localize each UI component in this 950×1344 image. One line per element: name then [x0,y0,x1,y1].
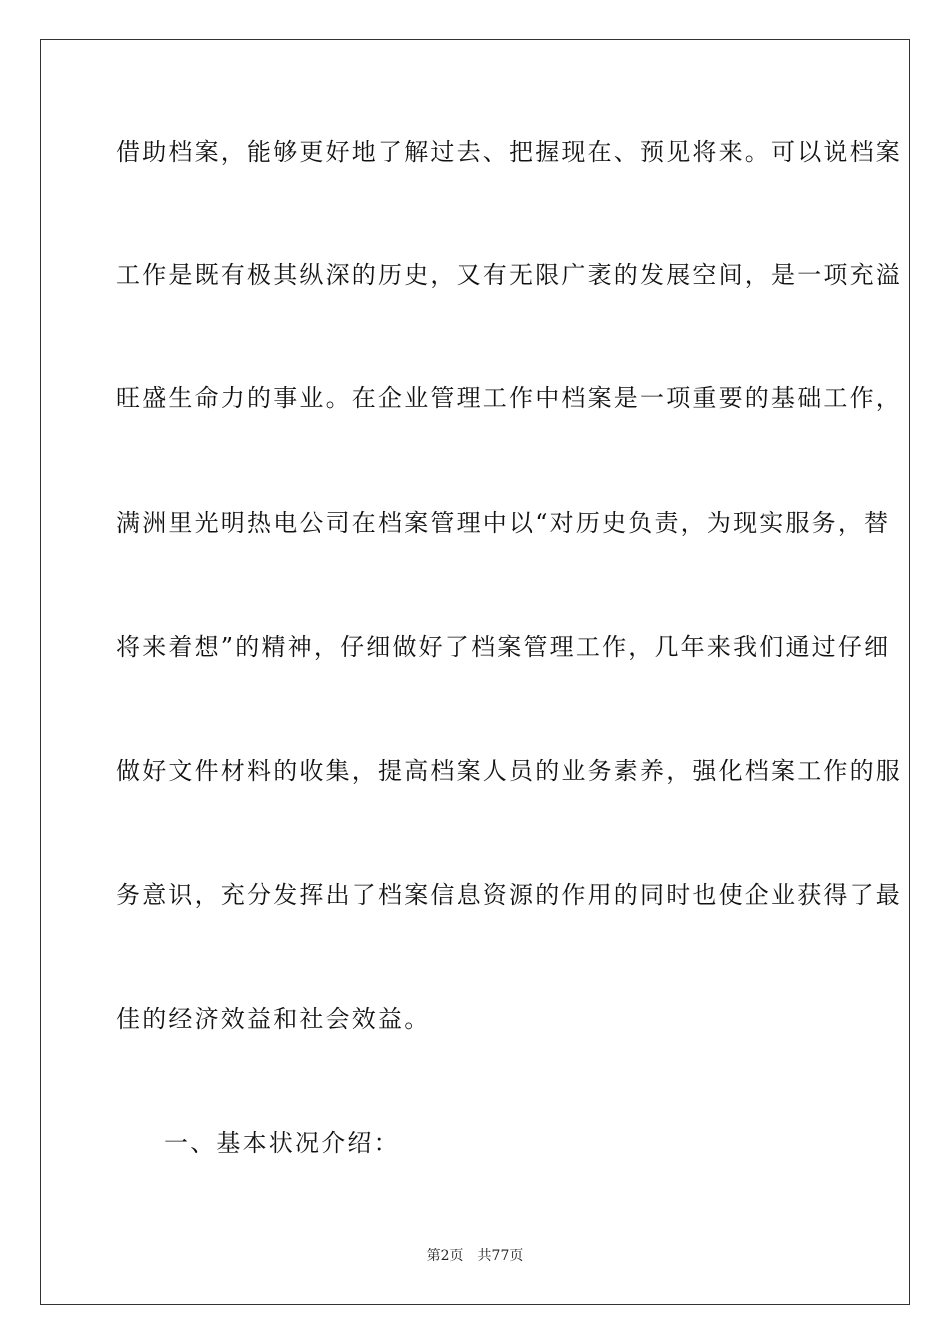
paragraph-line-5: 将来着想”的精神，仔细做好了档案管理工作，几年来我们通过仔细 [116,633,891,661]
paragraph-line-7: 务意识，充分发挥出了档案信息资源的作用的同时也使企业获得了最 [116,881,902,909]
page-number: 第2页 [426,1248,464,1264]
page-border [40,39,910,1305]
paragraph-line-6: 做好文件材料的收集，提高档案人员的业务素养，强化档案工作的服 [116,757,902,785]
paragraph-line-3: 旺盛生命力的事业。在企业管理工作中档案是一项重要的基础工作， [116,384,902,412]
paragraph-line-4: 满洲里光明热电公司在档案管理中以“对历史负责，为现实服务，替 [116,509,891,537]
paragraph-line-8: 佳的经济效益和社会效益。 [116,1005,431,1033]
total-pages: 共77页 [477,1248,524,1264]
page-footer [0,1247,950,1265]
paragraph-line-2: 工作是既有极其纵深的历史，又有无限广袤的发展空间，是一项充溢 [116,261,902,289]
section-heading: 一、基本状况介绍： [164,1129,400,1157]
paragraph-line-1: 借助档案，能够更好地了解过去、把握现在、预见将来。可以说档案 [116,138,902,166]
